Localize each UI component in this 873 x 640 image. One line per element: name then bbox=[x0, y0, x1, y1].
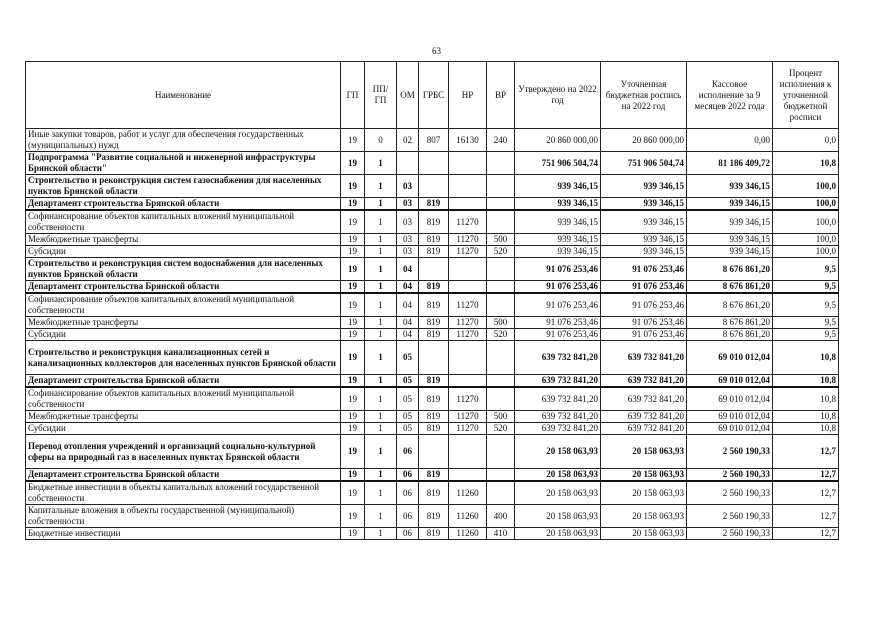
table-body bbox=[26, 129, 839, 540]
cell-gp: 19 bbox=[341, 387, 365, 411]
cell-vr bbox=[487, 281, 515, 294]
cell-name: Субсидии bbox=[26, 329, 341, 341]
cell-nr: 11260 bbox=[449, 528, 487, 540]
cell-vr bbox=[487, 481, 515, 505]
cell-refined: 639 732 841,20 bbox=[601, 375, 687, 388]
cell-grbs: 819 bbox=[419, 411, 449, 423]
cell-refined: 20 158 063,93 bbox=[601, 528, 687, 540]
header-name: Наименование bbox=[26, 62, 341, 129]
header-gp: ГП bbox=[341, 62, 365, 129]
cell-vr: 500 bbox=[487, 234, 515, 246]
cell-name: Департамент строительства Брянской области bbox=[26, 281, 341, 294]
cell-vr bbox=[487, 293, 515, 317]
cell-vr bbox=[487, 258, 515, 281]
cell-om: 03 bbox=[397, 246, 419, 258]
cell-nr: 11270 bbox=[449, 317, 487, 329]
cell-percent: 12,7 bbox=[773, 528, 839, 540]
cell-name: Иные закупки товаров, работ и услуг для обеспечения государственных (муниципальных) нужд bbox=[26, 129, 341, 152]
cell-cash: 939 346,15 bbox=[687, 246, 773, 258]
cell-cash: 2 560 190,33 bbox=[687, 435, 773, 469]
cell-ppgp: 1 bbox=[365, 317, 397, 329]
cell-grbs: 819 bbox=[419, 505, 449, 528]
cell-om bbox=[397, 152, 419, 175]
cell-name: Департамент строительства Брянской области bbox=[26, 375, 341, 388]
cell-refined: 91 076 253,46 bbox=[601, 317, 687, 329]
cell-ppgp: 1 bbox=[365, 435, 397, 469]
cell-ppgp: 1 bbox=[365, 481, 397, 505]
cell-om: 03 bbox=[397, 198, 419, 211]
cell-cash: 69 010 012,04 bbox=[687, 423, 773, 435]
table-row bbox=[26, 198, 839, 211]
cell-vr: 500 bbox=[487, 317, 515, 329]
cell-approved: 20 158 063,93 bbox=[515, 481, 601, 505]
cell-cash: 2 560 190,33 bbox=[687, 481, 773, 505]
cell-refined: 20 158 063,93 bbox=[601, 481, 687, 505]
cell-cash: 939 346,15 bbox=[687, 175, 773, 198]
cell-om: 05 bbox=[397, 411, 419, 423]
cell-ppgp: 1 bbox=[365, 152, 397, 175]
cell-percent: 9,5 bbox=[773, 293, 839, 317]
cell-om: 05 bbox=[397, 341, 419, 375]
cell-gp: 19 bbox=[341, 129, 365, 152]
cell-nr: 11270 bbox=[449, 293, 487, 317]
cell-approved: 939 346,15 bbox=[515, 175, 601, 198]
table-row bbox=[26, 435, 839, 469]
table-row bbox=[26, 341, 839, 375]
table-header-row bbox=[26, 62, 839, 129]
cell-nr bbox=[449, 469, 487, 482]
cell-refined: 91 076 253,46 bbox=[601, 293, 687, 317]
cell-refined: 91 076 253,46 bbox=[601, 281, 687, 294]
cell-grbs: 819 bbox=[419, 234, 449, 246]
cell-name: Межбюджетные трансферты bbox=[26, 317, 341, 329]
cell-refined: 751 906 504,74 bbox=[601, 152, 687, 175]
cell-percent: 10,8 bbox=[773, 341, 839, 375]
cell-refined: 20 860 000,00 bbox=[601, 129, 687, 152]
cell-approved: 751 906 504,74 bbox=[515, 152, 601, 175]
cell-om: 03 bbox=[397, 234, 419, 246]
cell-refined: 91 076 253,46 bbox=[601, 329, 687, 341]
cell-ppgp: 0 bbox=[365, 129, 397, 152]
cell-nr bbox=[449, 258, 487, 281]
cell-vr: 240 bbox=[487, 129, 515, 152]
table-row bbox=[26, 129, 839, 152]
cell-grbs: 807 bbox=[419, 129, 449, 152]
cell-refined: 639 732 841,20 bbox=[601, 387, 687, 411]
header-om: ОМ bbox=[397, 62, 419, 129]
cell-om: 06 bbox=[397, 469, 419, 482]
cell-name: Строительство и реконструкция канализационных сетей и канализационных коллекторов для населенных пунктов Брянской области bbox=[26, 341, 341, 375]
cell-percent: 10,8 bbox=[773, 387, 839, 411]
cell-name: Капитальные вложения в объекты государственной (муниципальной) собственности bbox=[26, 505, 341, 528]
cell-grbs bbox=[419, 152, 449, 175]
cell-approved: 91 076 253,46 bbox=[515, 258, 601, 281]
cell-nr bbox=[449, 281, 487, 294]
cell-om: 05 bbox=[397, 387, 419, 411]
cell-om: 04 bbox=[397, 281, 419, 294]
cell-ppgp: 1 bbox=[365, 423, 397, 435]
cell-grbs: 819 bbox=[419, 469, 449, 482]
cell-nr: 11270 bbox=[449, 387, 487, 411]
cell-name: Межбюджетные трансферты bbox=[26, 234, 341, 246]
cell-om: 02 bbox=[397, 129, 419, 152]
cell-grbs: 819 bbox=[419, 293, 449, 317]
cell-nr: 11270 bbox=[449, 234, 487, 246]
cell-nr: 11260 bbox=[449, 481, 487, 505]
cell-om: 06 bbox=[397, 481, 419, 505]
cell-refined: 20 158 063,93 bbox=[601, 435, 687, 469]
table-row bbox=[26, 505, 839, 528]
cell-name: Бюджетные инвестиции bbox=[26, 528, 341, 540]
cell-cash: 8 676 861,20 bbox=[687, 329, 773, 341]
cell-name: Департамент строительства Брянской области bbox=[26, 198, 341, 211]
cell-ppgp: 1 bbox=[365, 293, 397, 317]
cell-ppgp: 1 bbox=[365, 341, 397, 375]
cell-percent: 100,0 bbox=[773, 234, 839, 246]
cell-percent: 12,7 bbox=[773, 469, 839, 482]
cell-gp: 19 bbox=[341, 317, 365, 329]
cell-percent: 0,0 bbox=[773, 129, 839, 152]
cell-grbs bbox=[419, 341, 449, 375]
cell-grbs bbox=[419, 435, 449, 469]
cell-percent: 12,7 bbox=[773, 505, 839, 528]
cell-gp: 19 bbox=[341, 281, 365, 294]
table-row bbox=[26, 281, 839, 294]
cell-percent: 100,0 bbox=[773, 198, 839, 211]
cell-cash: 69 010 012,04 bbox=[687, 387, 773, 411]
cell-cash: 69 010 012,04 bbox=[687, 411, 773, 423]
cell-nr: 16130 bbox=[449, 129, 487, 152]
header-ppgp: ПП/ГП bbox=[365, 62, 397, 129]
table-row bbox=[26, 258, 839, 281]
cell-cash: 2 560 190,33 bbox=[687, 505, 773, 528]
cell-grbs: 819 bbox=[419, 387, 449, 411]
budget-execution-table bbox=[25, 61, 839, 540]
cell-vr bbox=[487, 175, 515, 198]
cell-nr bbox=[449, 175, 487, 198]
cell-approved: 939 346,15 bbox=[515, 234, 601, 246]
cell-approved: 639 732 841,20 bbox=[515, 387, 601, 411]
cell-gp: 19 bbox=[341, 210, 365, 234]
header-nr: НР bbox=[449, 62, 487, 129]
cell-percent: 12,7 bbox=[773, 435, 839, 469]
cell-refined: 20 158 063,93 bbox=[601, 469, 687, 482]
table-row bbox=[26, 387, 839, 411]
cell-percent: 100,0 bbox=[773, 246, 839, 258]
cell-refined: 939 346,15 bbox=[601, 198, 687, 211]
cell-name: Департамент строительства Брянской области bbox=[26, 469, 341, 482]
cell-vr: 520 bbox=[487, 246, 515, 258]
cell-ppgp: 1 bbox=[365, 505, 397, 528]
cell-gp: 19 bbox=[341, 329, 365, 341]
cell-om: 04 bbox=[397, 258, 419, 281]
table-row bbox=[26, 293, 839, 317]
cell-gp: 19 bbox=[341, 198, 365, 211]
cell-vr bbox=[487, 341, 515, 375]
cell-percent: 10,8 bbox=[773, 411, 839, 423]
cell-name: Межбюджетные трансферты bbox=[26, 411, 341, 423]
cell-gp: 19 bbox=[341, 246, 365, 258]
cell-gp: 19 bbox=[341, 505, 365, 528]
cell-name: Бюджетные инвестиции в объекты капитальных вложений государственной собственности bbox=[26, 481, 341, 505]
cell-refined: 639 732 841,20 bbox=[601, 411, 687, 423]
cell-percent: 9,5 bbox=[773, 329, 839, 341]
cell-om: 04 bbox=[397, 329, 419, 341]
cell-nr bbox=[449, 341, 487, 375]
cell-cash: 0,00 bbox=[687, 129, 773, 152]
table-row bbox=[26, 234, 839, 246]
cell-grbs: 819 bbox=[419, 481, 449, 505]
cell-vr bbox=[487, 387, 515, 411]
header-vr: ВР bbox=[487, 62, 515, 129]
cell-ppgp: 1 bbox=[365, 175, 397, 198]
cell-cash: 81 186 409,72 bbox=[687, 152, 773, 175]
cell-om: 06 bbox=[397, 505, 419, 528]
cell-cash: 2 560 190,33 bbox=[687, 528, 773, 540]
cell-approved: 91 076 253,46 bbox=[515, 329, 601, 341]
cell-nr: 11270 bbox=[449, 411, 487, 423]
cell-percent: 12,7 bbox=[773, 481, 839, 505]
cell-grbs: 819 bbox=[419, 329, 449, 341]
cell-name: Субсидии bbox=[26, 423, 341, 435]
cell-approved: 639 732 841,20 bbox=[515, 341, 601, 375]
cell-approved: 639 732 841,20 bbox=[515, 375, 601, 388]
cell-ppgp: 1 bbox=[365, 411, 397, 423]
cell-cash: 69 010 012,04 bbox=[687, 375, 773, 388]
cell-name: Софинансирование объектов капитальных вложений муниципальной собственности bbox=[26, 387, 341, 411]
cell-nr: 11260 bbox=[449, 505, 487, 528]
cell-approved: 91 076 253,46 bbox=[515, 281, 601, 294]
cell-name: Перевод отопления учреждений и организаций социально-культурной сферы на природный газ в населенных пунктах Брянской области bbox=[26, 435, 341, 469]
cell-refined: 939 346,15 bbox=[601, 234, 687, 246]
header-cash: Кассовое исполнение за 9 месяцев 2022 года bbox=[687, 62, 773, 129]
table-row bbox=[26, 528, 839, 540]
cell-vr: 400 bbox=[487, 505, 515, 528]
cell-cash: 939 346,15 bbox=[687, 198, 773, 211]
cell-refined: 639 732 841,20 bbox=[601, 423, 687, 435]
cell-percent: 100,0 bbox=[773, 175, 839, 198]
cell-gp: 19 bbox=[341, 293, 365, 317]
cell-approved: 20 158 063,93 bbox=[515, 435, 601, 469]
cell-om: 05 bbox=[397, 375, 419, 388]
cell-grbs bbox=[419, 175, 449, 198]
cell-refined: 20 158 063,93 bbox=[601, 505, 687, 528]
cell-percent: 9,5 bbox=[773, 281, 839, 294]
cell-cash: 939 346,15 bbox=[687, 210, 773, 234]
cell-percent: 9,5 bbox=[773, 317, 839, 329]
cell-approved: 20 158 063,93 bbox=[515, 528, 601, 540]
table-row bbox=[26, 175, 839, 198]
table-row bbox=[26, 423, 839, 435]
cell-ppgp: 1 bbox=[365, 234, 397, 246]
cell-nr bbox=[449, 152, 487, 175]
cell-percent: 10,8 bbox=[773, 423, 839, 435]
cell-vr: 410 bbox=[487, 528, 515, 540]
cell-ppgp: 1 bbox=[365, 528, 397, 540]
cell-grbs: 819 bbox=[419, 317, 449, 329]
cell-vr bbox=[487, 210, 515, 234]
table-row bbox=[26, 411, 839, 423]
cell-vr bbox=[487, 152, 515, 175]
cell-approved: 939 346,15 bbox=[515, 210, 601, 234]
cell-ppgp: 1 bbox=[365, 375, 397, 388]
cell-vr: 520 bbox=[487, 329, 515, 341]
cell-nr bbox=[449, 435, 487, 469]
cell-vr bbox=[487, 198, 515, 211]
cell-gp: 19 bbox=[341, 341, 365, 375]
cell-grbs: 819 bbox=[419, 528, 449, 540]
cell-gp: 19 bbox=[341, 258, 365, 281]
table-row bbox=[26, 152, 839, 175]
header-grbs: ГРБС bbox=[419, 62, 449, 129]
cell-approved: 939 346,15 bbox=[515, 198, 601, 211]
cell-gp: 19 bbox=[341, 423, 365, 435]
cell-om: 06 bbox=[397, 528, 419, 540]
cell-ppgp: 1 bbox=[365, 198, 397, 211]
table-row bbox=[26, 210, 839, 234]
cell-gp: 19 bbox=[341, 175, 365, 198]
cell-grbs: 819 bbox=[419, 375, 449, 388]
table-row bbox=[26, 317, 839, 329]
cell-refined: 939 346,15 bbox=[601, 175, 687, 198]
table-row bbox=[26, 246, 839, 258]
cell-approved: 639 732 841,20 bbox=[515, 423, 601, 435]
cell-nr: 11270 bbox=[449, 246, 487, 258]
cell-gp: 19 bbox=[341, 435, 365, 469]
cell-cash: 8 676 861,20 bbox=[687, 281, 773, 294]
cell-cash: 8 676 861,20 bbox=[687, 317, 773, 329]
cell-om: 03 bbox=[397, 210, 419, 234]
cell-vr: 500 bbox=[487, 411, 515, 423]
cell-cash: 939 346,15 bbox=[687, 234, 773, 246]
cell-nr: 11270 bbox=[449, 423, 487, 435]
table-row bbox=[26, 469, 839, 482]
cell-om: 05 bbox=[397, 423, 419, 435]
cell-approved: 939 346,15 bbox=[515, 246, 601, 258]
cell-refined: 639 732 841,20 bbox=[601, 341, 687, 375]
cell-percent: 9,5 bbox=[773, 258, 839, 281]
cell-approved: 91 076 253,46 bbox=[515, 317, 601, 329]
cell-approved: 20 860 000,00 bbox=[515, 129, 601, 152]
cell-approved: 639 732 841,20 bbox=[515, 411, 601, 423]
cell-ppgp: 1 bbox=[365, 469, 397, 482]
cell-om: 06 bbox=[397, 435, 419, 469]
cell-om: 04 bbox=[397, 317, 419, 329]
cell-vr bbox=[487, 375, 515, 388]
cell-gp: 19 bbox=[341, 481, 365, 505]
cell-ppgp: 1 bbox=[365, 210, 397, 234]
cell-nr bbox=[449, 198, 487, 211]
table-row bbox=[26, 375, 839, 388]
header-percent: Процент исполнения к уточненной бюджетной росписи bbox=[773, 62, 839, 129]
cell-name: Софинансирование объектов капитальных вложений муниципальной собственности bbox=[26, 293, 341, 317]
cell-percent: 10,8 bbox=[773, 375, 839, 388]
cell-grbs: 819 bbox=[419, 423, 449, 435]
cell-name: Субсидии bbox=[26, 246, 341, 258]
cell-grbs: 819 bbox=[419, 246, 449, 258]
cell-approved: 20 158 063,93 bbox=[515, 469, 601, 482]
page-number: 63 bbox=[432, 46, 441, 56]
cell-gp: 19 bbox=[341, 411, 365, 423]
cell-nr bbox=[449, 375, 487, 388]
cell-cash: 2 560 190,33 bbox=[687, 469, 773, 482]
cell-gp: 19 bbox=[341, 234, 365, 246]
cell-ppgp: 1 bbox=[365, 258, 397, 281]
cell-gp: 19 bbox=[341, 469, 365, 482]
table-row bbox=[26, 481, 839, 505]
cell-om: 03 bbox=[397, 175, 419, 198]
cell-percent: 10,8 bbox=[773, 152, 839, 175]
cell-name: Софинансирование объектов капитальных вложений муниципальной собственности bbox=[26, 210, 341, 234]
cell-ppgp: 1 bbox=[365, 329, 397, 341]
cell-om: 04 bbox=[397, 293, 419, 317]
cell-nr: 11270 bbox=[449, 329, 487, 341]
cell-ppgp: 1 bbox=[365, 387, 397, 411]
cell-name: Подпрограмма "Развитие социальной и инженерной инфраструктуры Брянской области" bbox=[26, 152, 341, 175]
cell-refined: 91 076 253,46 bbox=[601, 258, 687, 281]
cell-refined: 939 346,15 bbox=[601, 210, 687, 234]
cell-grbs: 819 bbox=[419, 281, 449, 294]
cell-name: Строительство и реконструкция систем водоснабжения для населенных пунктов Брянской области bbox=[26, 258, 341, 281]
cell-vr bbox=[487, 469, 515, 482]
cell-gp: 19 bbox=[341, 152, 365, 175]
cell-grbs: 819 bbox=[419, 198, 449, 211]
cell-ppgp: 1 bbox=[365, 246, 397, 258]
header-approved: Утверждено на 2022 год bbox=[515, 62, 601, 129]
cell-gp: 19 bbox=[341, 375, 365, 388]
cell-cash: 8 676 861,20 bbox=[687, 258, 773, 281]
cell-approved: 91 076 253,46 bbox=[515, 293, 601, 317]
cell-vr: 520 bbox=[487, 423, 515, 435]
cell-approved: 20 158 063,93 bbox=[515, 505, 601, 528]
cell-vr bbox=[487, 435, 515, 469]
cell-cash: 69 010 012,04 bbox=[687, 341, 773, 375]
cell-name: Строительство и реконструкция систем газоснабжения для населенных пунктов Брянской области bbox=[26, 175, 341, 198]
cell-refined: 939 346,15 bbox=[601, 246, 687, 258]
cell-ppgp: 1 bbox=[365, 281, 397, 294]
cell-cash: 8 676 861,20 bbox=[687, 293, 773, 317]
cell-gp: 19 bbox=[341, 528, 365, 540]
cell-grbs: 819 bbox=[419, 210, 449, 234]
cell-percent: 100,0 bbox=[773, 210, 839, 234]
header-refined: Уточненная бюджетная роспись на 2022 год bbox=[601, 62, 687, 129]
cell-grbs bbox=[419, 258, 449, 281]
cell-nr: 11270 bbox=[449, 210, 487, 234]
table-row bbox=[26, 329, 839, 341]
